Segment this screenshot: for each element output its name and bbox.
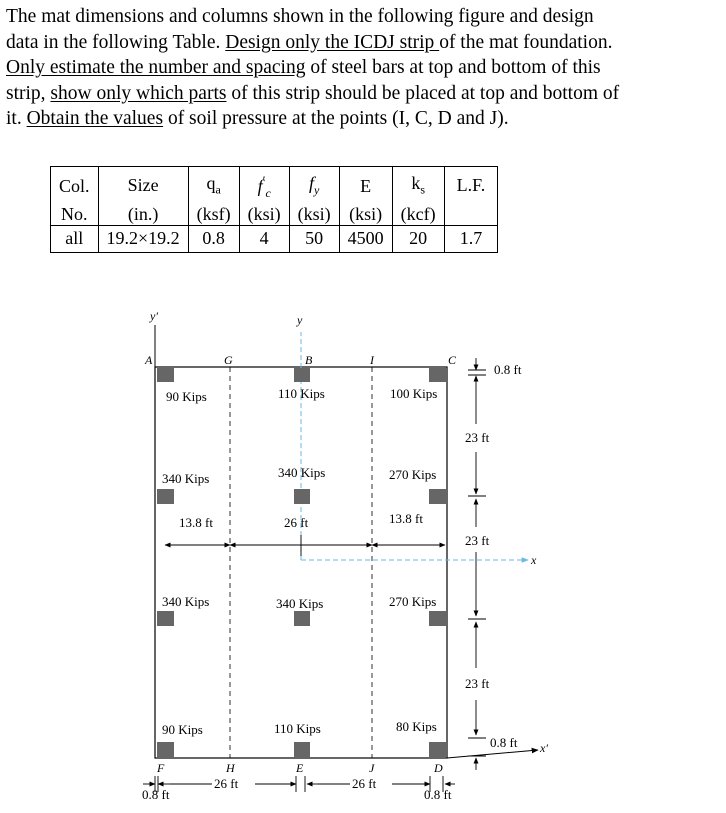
point-D: D [434, 761, 443, 775]
dim-label: 26 ft [352, 776, 377, 791]
column [429, 489, 446, 504]
problem-line-2: data in the following Table. Design only the ICDJ strip of the mat foundation. [6, 31, 613, 53]
column [294, 368, 310, 382]
table-cell: 0.8 [188, 225, 239, 252]
column [429, 368, 446, 382]
unit-cell: (in.) [98, 204, 188, 226]
column-load: 110 Kips [278, 386, 325, 401]
problem-line-1: The mat dimensions and columns shown in the following figure and design [6, 6, 594, 27]
table-cell: 50 [289, 225, 339, 252]
dim-label: 13.8 ft [389, 511, 423, 526]
unit-cell: (ksi) [239, 204, 289, 226]
table-cell: 4500 [339, 225, 392, 252]
table-cell: 4 [239, 225, 289, 252]
col-header: E [339, 167, 392, 204]
table-cell: 1.7 [444, 225, 498, 252]
unit-cell: (kcf) [392, 204, 444, 226]
column-load: 340 Kips [162, 471, 210, 486]
col-header: L.F. [444, 167, 498, 204]
columns [157, 368, 446, 757]
vertical-dimension-chain [468, 358, 486, 770]
dim-label: 0.8 ft [142, 787, 170, 802]
dim-label: 0.8 ft [494, 362, 522, 377]
column [157, 368, 174, 382]
column-load: 100 Kips [390, 386, 438, 401]
x-prime-axis [447, 750, 538, 758]
unit-cell: (ksf) [188, 204, 239, 226]
dim-label: 13.8 ft [179, 515, 213, 530]
table-cell: 19.2×19.2 [98, 225, 188, 252]
column [157, 742, 174, 757]
column-load: 340 Kips [276, 596, 324, 611]
column-load: 90 Kips [162, 722, 203, 737]
mat-outline [155, 367, 447, 758]
col-header: Col. [51, 167, 99, 204]
column [294, 489, 310, 504]
column [429, 611, 446, 626]
underlined-text: Obtain the values [26, 108, 164, 129]
point-A: A [145, 353, 153, 367]
dim-label: 23 ft [465, 533, 490, 548]
col-header: $f'_c$ [239, 167, 289, 204]
column-load: 340 Kips [162, 594, 210, 609]
underlined-text: Design only the ICDJ strip [225, 31, 440, 53]
column-load: 340 Kips [278, 465, 326, 480]
column [294, 611, 310, 626]
x-axis-label: x [531, 553, 537, 567]
problem-line-5: it. Obtain the values of soil pressure at the points (I, C, D and J). [6, 108, 509, 129]
point-C: C [448, 353, 457, 367]
column-load: 270 Kips [389, 467, 437, 482]
x-prime-label: x′ [540, 741, 548, 755]
point-H: H [226, 761, 235, 775]
point-F: F [157, 761, 165, 775]
table-cell: all [51, 225, 99, 252]
point-J: J [369, 761, 375, 775]
dim-label: 26 ft [284, 515, 309, 530]
table-cell: 20 [392, 225, 444, 252]
problem-line-3: Only estimate the number and spacing of steel bars at top and bottom of this [6, 57, 601, 78]
column [429, 742, 446, 757]
bottom-dimension-chain [143, 776, 455, 792]
underlined-text: show only which parts [50, 82, 227, 104]
col-header: $q_a$ [188, 167, 239, 204]
dim-label: 0.8 ft [490, 735, 518, 750]
point-E: E [296, 761, 304, 775]
col-header: $f_y$ [289, 167, 339, 204]
underlined-text: Only estimate the number and spacing [6, 57, 306, 78]
point-I: I [370, 353, 374, 367]
point-G: G [224, 353, 233, 367]
dim-label: 23 ft [465, 676, 490, 691]
unit-cell: (ksi) [339, 204, 392, 226]
unit-cell: (ksi) [289, 204, 339, 226]
column [157, 611, 174, 626]
y-axis-label: y [297, 313, 303, 327]
column [157, 489, 174, 504]
dim-label: 0.8 ft [424, 787, 452, 802]
problem-line-4: strip, show only which parts of this strip should be placed at top and bottom of [6, 82, 620, 104]
point-B: B [305, 353, 313, 367]
column-load: 270 Kips [389, 594, 437, 609]
unit-cell: No. [51, 204, 99, 226]
column [294, 742, 310, 757]
column-load: 80 Kips [396, 719, 437, 734]
col-header: $k_s$ [392, 167, 444, 204]
col-header: Size [98, 167, 188, 204]
dim-label: 26 ft [214, 776, 239, 791]
column-load: 110 Kips [274, 721, 321, 736]
dim-label: 23 ft [465, 430, 490, 445]
y-prime-label: y′ [150, 309, 158, 323]
column-load: 90 Kips [166, 389, 207, 404]
